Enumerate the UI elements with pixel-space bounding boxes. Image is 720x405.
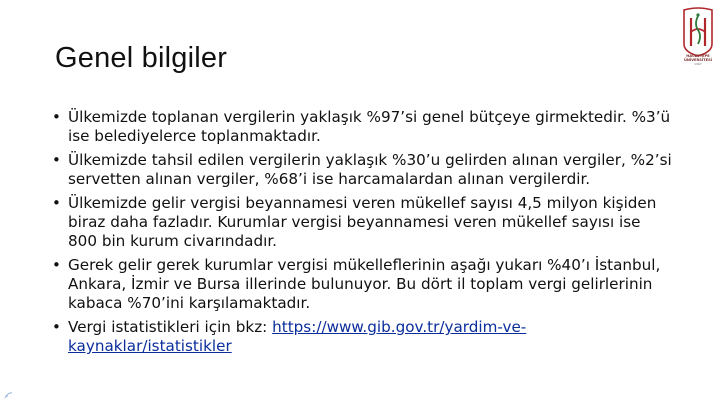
bullet-icon: • [52, 151, 61, 169]
corner-decoration-icon [4, 390, 14, 400]
bullet-item [52, 194, 672, 251]
bullet-item [52, 256, 672, 313]
bullet-list [52, 108, 672, 361]
logo-line3: 1967 [694, 62, 702, 67]
bullet-icon: • [52, 194, 61, 212]
bullet-icon: • [52, 318, 61, 336]
bullet-text: Gerek gelir gerek kurumlar vergisi mükelleflerinin aşağı yukarı %40’ı İstanbul, Ankara, İzmir ve Bursa illerinde bulunuyor. Bu dört il toplam vergi gelirlerinin kabaca %70’ini karşılamaktadır. [68, 256, 661, 312]
bullet-item [52, 151, 672, 189]
bullet-text: Ülkemizde toplanan vergilerin yaklaşık %97’si genel bütçeye girmektedir. %3’ü ise belediyelerce toplanmaktadır. [68, 108, 671, 145]
statistics-link[interactable]: https://www.gib.gov.tr/yardim-ve-kaynaklar/istatistikler [68, 318, 527, 355]
logo-name: HACETTEPE [686, 54, 710, 58]
bullet-text: Ülkemizde tahsil edilen vergilerin yaklaşık %30’u gelirden alınan vergiler, %2’si servetten alınan vergiler, %68’i ise harcamalardan alınan vergilerdir. [68, 151, 672, 188]
logo-line2: ÜNİVERSİTESİ [683, 58, 713, 63]
bullet-text: Ülkemizde gelir vergisi beyannamesi veren mükellef sayısı 4,5 milyon kişiden biraz daha fazladır. Kurumlar vergisi beyannamesi veren mükellef sayısı ise 800 bin kurum civarındadır. [68, 194, 657, 250]
logo-caption [676, 54, 720, 67]
slide-title: Genel bilgiler [55, 42, 228, 74]
bullet-item [52, 108, 672, 146]
bullet-item-link [52, 318, 672, 356]
bullet-icon: • [52, 108, 61, 126]
bullet-icon: • [52, 256, 61, 274]
link-prefix-text: Vergi istatistikleri için bkz: [68, 318, 273, 336]
